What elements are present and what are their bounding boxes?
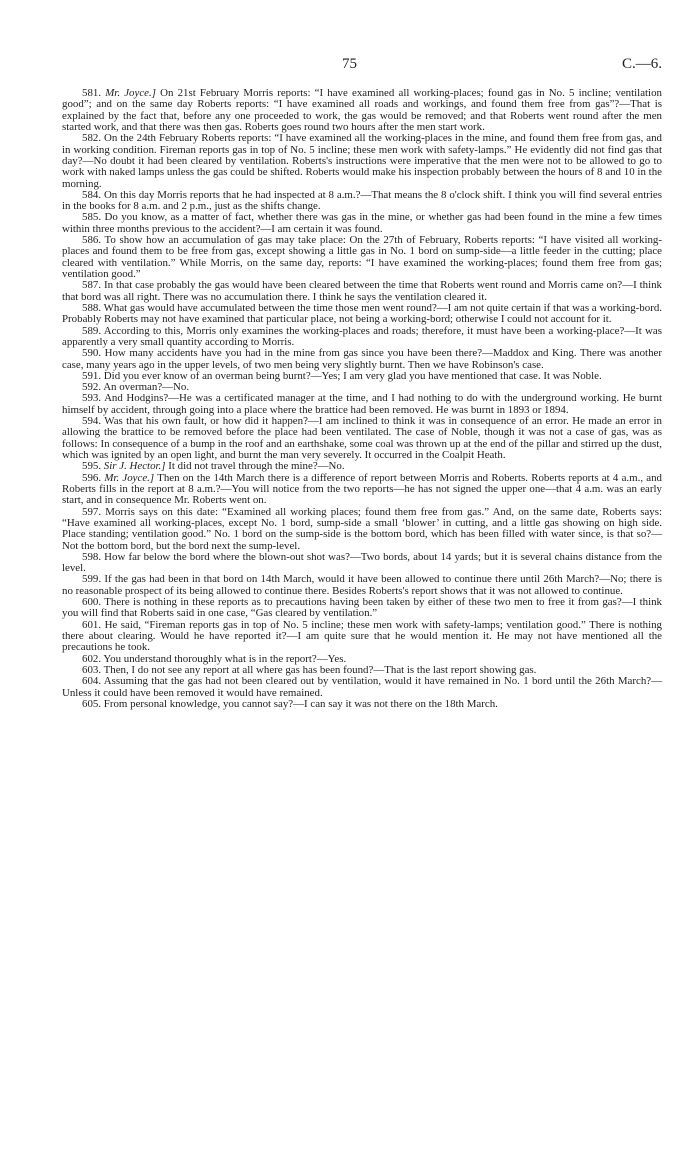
paragraph-text: How far below the bord where the blown-out shot was?—Two bords, about 14 yards; but it is several chains distance from the level.: [62, 550, 662, 575]
question-number: 596.: [82, 471, 102, 484]
series-reference: C.—6.: [621, 56, 662, 72]
question-number: 584.: [82, 188, 102, 201]
paragraph-text: Do you know, as a matter of fact, whether there was gas in the mine, or whether gas had been found in the mine a few times within three months previous to the accident?—I am certain it was found.: [62, 211, 663, 235]
paragraph: [62, 393, 662, 416]
paragraph-text: Did you ever know of an overman being burnt?—Yes; I am very glad you have mentioned that case. It was Noble.: [103, 369, 602, 382]
paragraph: [62, 88, 662, 133]
paragraph-text: To show how an accumulation of gas may take place: On the 27th of February, Roberts reports: “I have visited all working-places and found them to be free from gas, except showing a little gas in No. 1 bord on sump-side—a little feeder in the cutting; place cleared with ventilation.” While Morris, on the same day, reports: “I have examined the working-places; found them free from gas; ventilation good.”: [62, 234, 662, 280]
paragraph-text: According to this, Morris only examines the working-places and roads; therefore, it must have been a working-place?—It was apparently a very small quantity according to Morris.: [62, 324, 662, 348]
paragraph: [62, 574, 662, 597]
paragraph: [62, 507, 662, 552]
paragraph-text: An overman?—No.: [103, 381, 190, 394]
question-number: 603.: [82, 663, 102, 676]
question-number: 591.: [82, 369, 102, 382]
paragraph: [62, 133, 662, 190]
paragraph-text: On 21st February Morris reports: “I have examined all working-places; found gas in No. 5 incline; ventilation good”; and on the same day Roberts reports: “I have examined all roads and workings, and found them free from gas”?—That is explained by the fact that, before any one proceeded to work, the gas would be removed; and that Roberts went round after the men started work, and that there was then gas. Roberts goes round two hours after the men start work.: [62, 87, 662, 133]
question-number: 594.: [82, 415, 102, 428]
paragraph-text: You understand thoroughly what is in the report?—Yes.: [103, 652, 347, 665]
question-number: 593.: [82, 392, 102, 405]
paragraph-text: And Hodgins?—He was a certificated manager at the time, and I had nothing to do with the underground working. He burnt himself by accident, through going into a place where the brattice had been removed. He was burnt in 1893 or 1894.: [62, 392, 663, 416]
paragraph-text: Assuming that the gas had not been cleared out by ventilation, would it have remained in No. 1 bord until the 26th March?—Unless it could have been removed it would have remained.: [62, 675, 663, 699]
paragraph-text: From personal knowledge, you cannot say?—I can say it was not there on the 18th March.: [103, 697, 498, 710]
paragraph: [62, 676, 662, 699]
speaker-label: Mr. Joyce.]: [105, 87, 156, 99]
paragraph: [62, 552, 662, 575]
paragraph: [62, 597, 662, 620]
paragraph: [62, 280, 662, 303]
question-number: 599.: [82, 573, 102, 586]
question-number: 592.: [82, 381, 102, 394]
question-number: 590.: [82, 347, 102, 360]
question-number: 604.: [82, 675, 102, 688]
page-number: 75: [342, 56, 357, 72]
paragraph-text: It did not travel through the mine?—No.: [168, 460, 345, 473]
question-number: 605.: [82, 697, 102, 710]
paragraph: [62, 620, 662, 654]
paragraph-text: In that case probably the gas would have been cleared between the time that Roberts went round and Morris came on?—I think that bord was all right. There was no accumulation there. I think he says the ventilation cleared it.: [62, 279, 662, 303]
question-number: 597.: [82, 505, 102, 518]
paragraph: [62, 699, 662, 710]
paragraph: [62, 235, 662, 280]
paragraph: [62, 212, 662, 235]
paragraph-text: Then, I do not see any report at all where gas has been found?—That is the last report showing gas.: [103, 663, 537, 676]
paragraph-text: Morris says on this date: “Examined all working places; found them free from gas.” And, on the same date, Roberts says: “Have examined all working-places, except No. 1 bord, sump-side a small ‘blower’ in cutting, and a little gas showing on high side. Place standing; ventilation good.” No. 1 bord on the sump-side is the bottom bord, which has been filled with water since, is that so?—Not the bottom bord, but the bord next the sump-level.: [62, 505, 662, 552]
question-number: 600.: [82, 596, 102, 609]
paragraph-text: On this day Morris reports that he had inspected at 8 a.m.?—That means the 8 o'clock shift. I think you will find several entries in the books for 8 a.m. and 2 p.m., just as the shifts change.: [62, 188, 662, 213]
paragraph: [62, 348, 662, 371]
question-number: 589.: [82, 324, 102, 337]
question-number: 586.: [82, 234, 102, 247]
paragraph: [62, 416, 662, 461]
paragraph-text: Then on the 14th March there is a difference of report between Morris and Roberts. Roberts reports at 4 a.m., and Roberts fills in the report at 8 a.m.?—You will notice from the two reports—he has not signed the upper one—that 4 a.m. was an early start, and in consequence Mr. Roberts went on.: [62, 471, 663, 507]
paragraph-text: On the 24th February Roberts reports: “I have examined all the working-places in the mine, and found them free from gas, and in working condition. Fireman reports gas in top of No. 5 incline; these men work with safety-lamps.” He evidently did not find gas that day?—No doubt it had been cleared by ventilation. Roberts's instructions were imperative that the men were not to be allowed to go to work with naked lamps unless the gas could be shifted. Roberts would make his inspection probably between the hours of 8 and 10 in the morning.: [62, 132, 662, 190]
paragraph: [62, 326, 662, 349]
paragraph-text: There is nothing in these reports as to precautions having been taken by either of these two men to free it from gas?—I think you will find that Roberts said in one case, “Gas cleared by ventilation.”: [62, 596, 662, 620]
paragraph-text: Was that his own fault, or how did it happen?—I am inclined to think it was in consequence of an error. He made an error in allowing the brattice to be removed before the place had been ventilated. The case of Noble, though it was not a case of gas, was as follows: In consequence of a bump in the roof and an earthshake, some coal was thrown up at the end of the pillar and stirred up the dust, which was ignited by an open light, and burnt the man very severely. It occurred in the Coalpit Heath.: [62, 415, 663, 461]
question-number: 601.: [82, 618, 102, 631]
question-number: 602.: [82, 652, 102, 665]
question-number: 582.: [82, 132, 102, 145]
paragraph-text: How many accidents have you had in the mine from gas since you have been there?—Maddox and King. There was another case, many years ago in the upper levels, of two men being very slightly burnt. Then we have Robinson's case.: [62, 347, 662, 371]
question-number: 595.: [82, 460, 102, 473]
paragraph-text: If the gas had been in that bord on 14th March, would it have been allowed to continue there until 26th March?—No; there is no reasonable prospect of its being allowed to continue there. Besides Roberts's report shows that it was not allowed to continue.: [62, 573, 662, 597]
question-number: 598.: [82, 550, 102, 563]
question-number: 587.: [82, 279, 102, 292]
question-number: 588.: [82, 301, 102, 314]
question-number: 581.: [82, 87, 102, 99]
speaker-label: Sir J. Hector.]: [103, 460, 166, 473]
page-header: [62, 56, 662, 82]
paragraph-text: What gas would have accumulated between the time those men went round?—I am not quite certain if that was a working-bord. Probably Roberts may not have examined that particular place, not being a working-bord; otherwise I could not account for it.: [62, 301, 662, 326]
question-number: 585.: [82, 211, 102, 224]
speaker-label: Mr. Joyce.]: [104, 471, 155, 484]
paragraph: [62, 303, 662, 326]
paragraph: [62, 473, 662, 507]
paragraph: [62, 190, 662, 213]
paragraph-text: He said, “Fireman reports gas in top of No. 5 incline; these men work with safety-lamps; ventilation good.” There is nothing there about clearing. Would he have reported it?—I am quite sure that he would mention it. He may not have mentioned all the precautions he took.: [62, 618, 662, 654]
document-body: [62, 88, 662, 710]
